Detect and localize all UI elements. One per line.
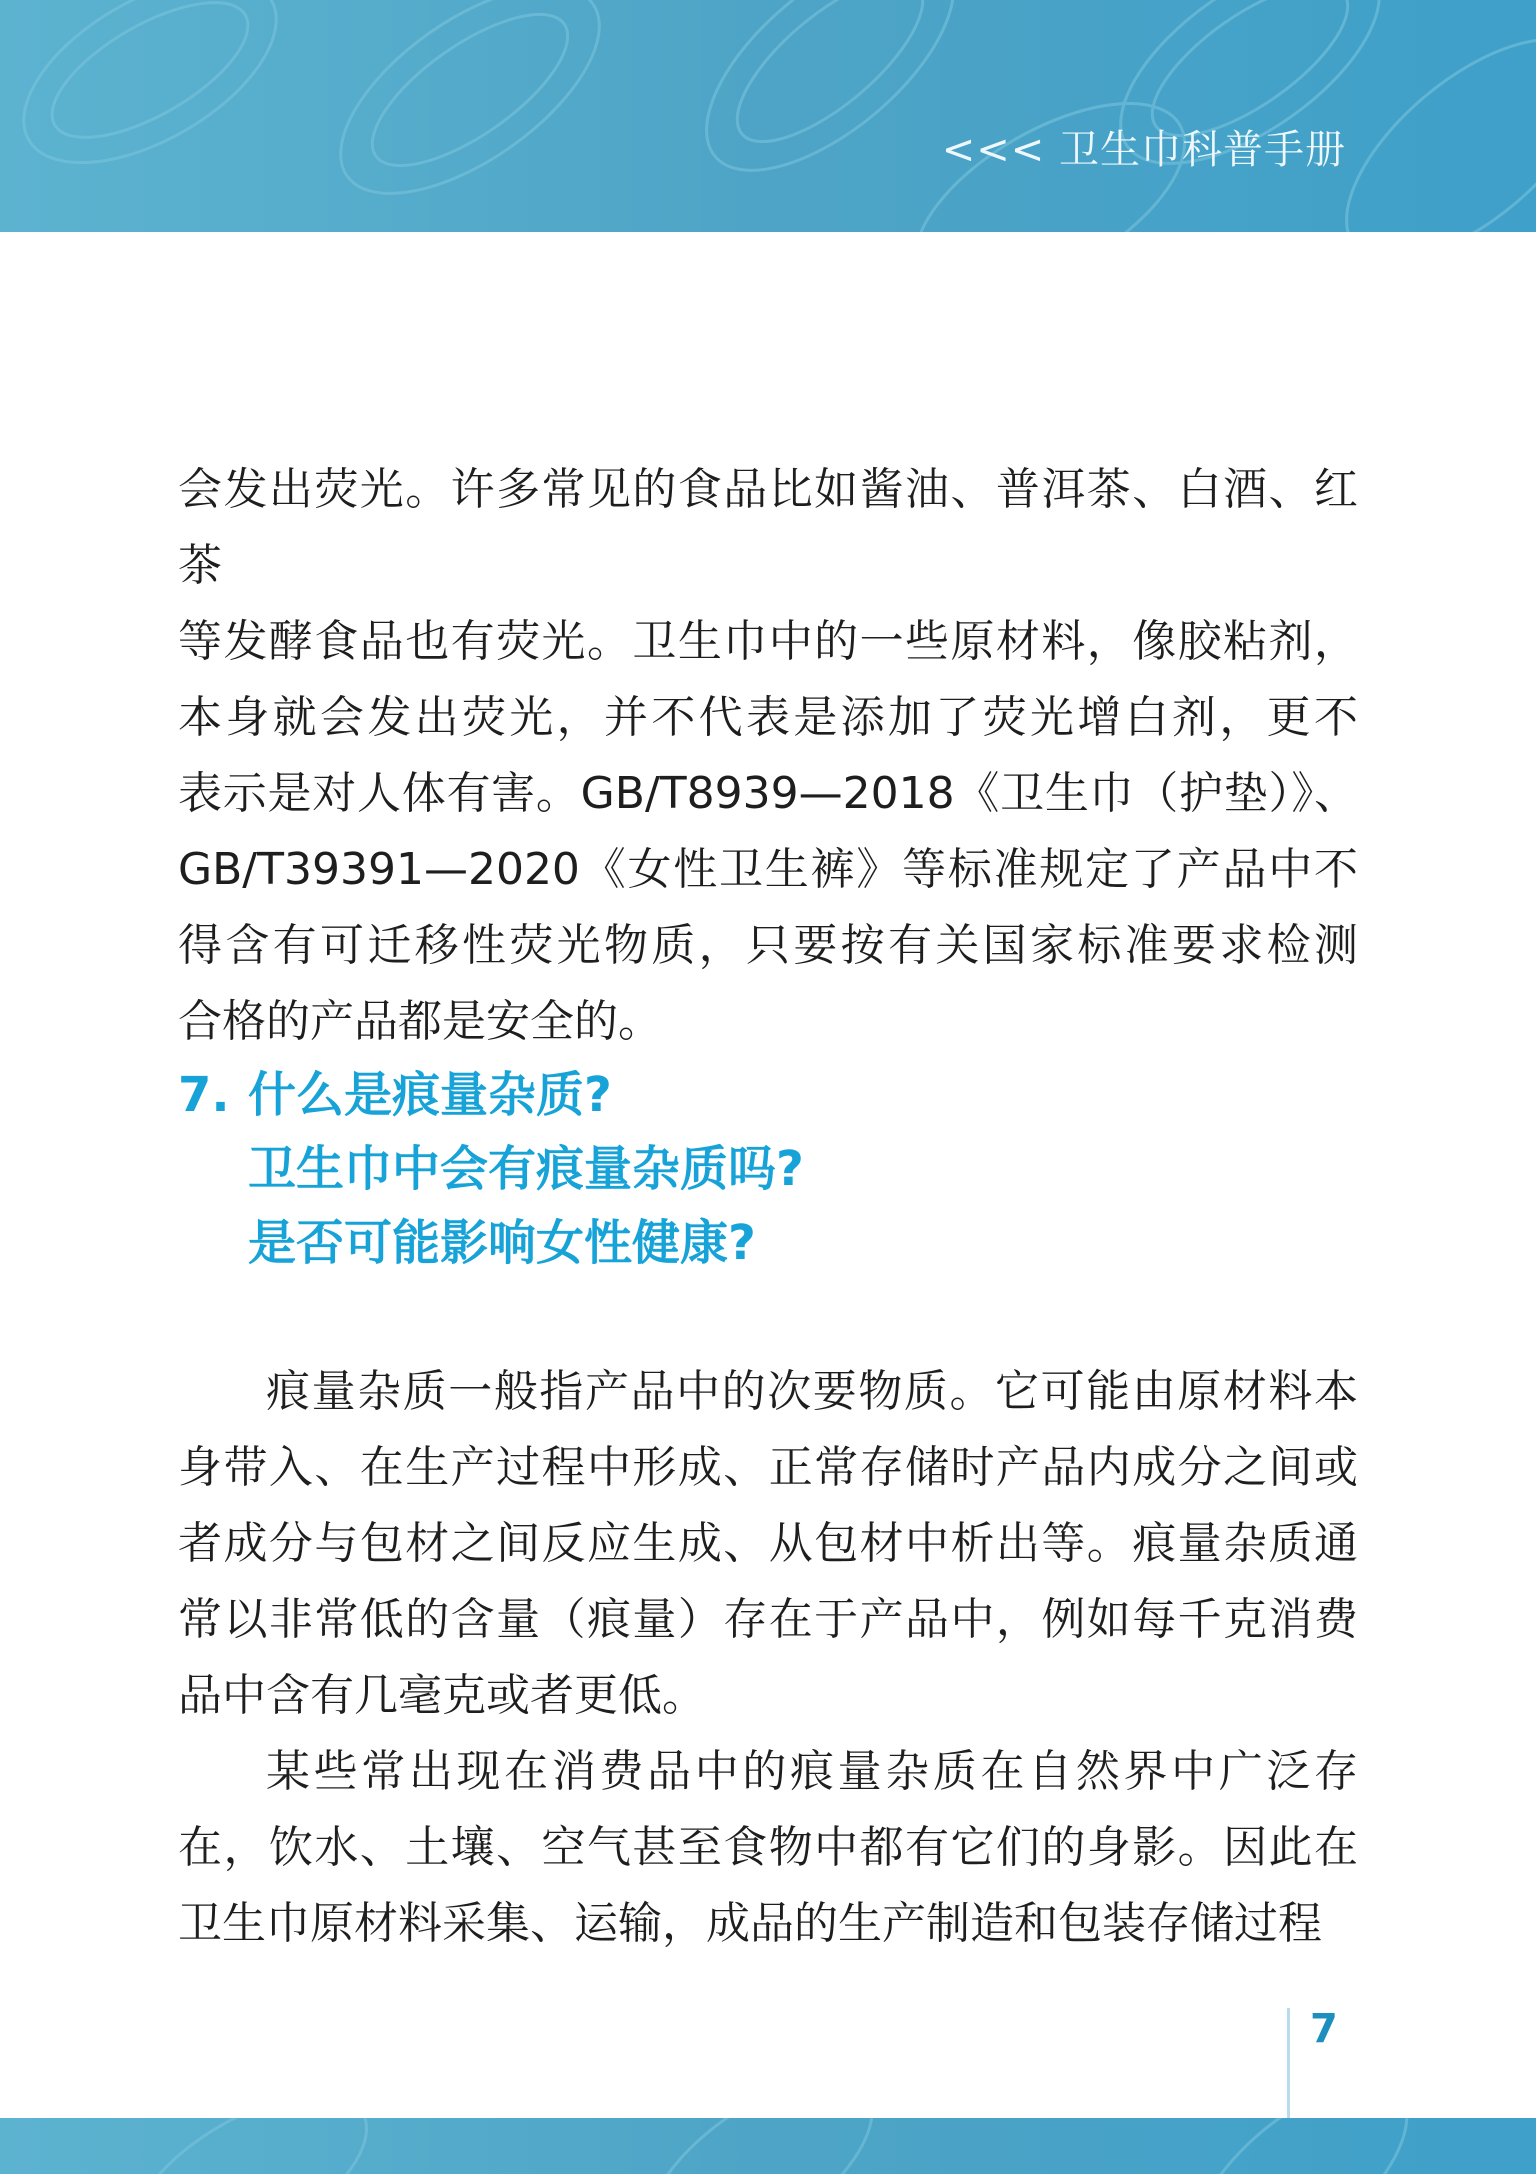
footer-band	[0, 2118, 1536, 2174]
handbook-title: <<< 卫生巾科普手册	[941, 127, 1346, 173]
paragraph-line: 会发出荧光。许多常见的食品比如酱油、普洱茶、白酒、红茶	[178, 464, 1358, 591]
sanitary-pad-pattern-icon	[0, 2118, 1536, 2174]
question-heading	[178, 1058, 1358, 1280]
paragraph-line: 本身就会发出荧光，并不代表是添加了荧光增白剂，更不	[178, 692, 1358, 743]
question-number: 7.	[178, 1067, 230, 1123]
question-line: 卫生巾中会有痕量杂质吗?	[248, 1141, 804, 1197]
question-line: 是否可能影响女性健康?	[248, 1215, 756, 1271]
paragraph-line: 表示是对人体有害。GB/T8939—2018《卫生巾（护垫）》、	[178, 768, 1358, 819]
paragraph-trace-impurity-sources: 某些常出现在消费品中的痕量杂质在自然界中广泛存在，饮水、土壤、空气甚至食物中都有它们的身影。因此在卫生巾原材料采集、运输，成品的生产制造和包装存储过程	[178, 1746, 1358, 1949]
paragraph-line: 合格的产品都是安全的。	[178, 996, 662, 1047]
answer-body	[178, 1354, 1358, 1962]
header-band	[0, 0, 1536, 232]
footer-divider	[1287, 2008, 1290, 2120]
paragraph-line: GB/T39391—2020《女性卫生裤》等标准规定了产品中不	[178, 844, 1358, 895]
paragraph-fluorescence	[178, 452, 1358, 1060]
page-number: 7	[1310, 2006, 1338, 2052]
paragraph-line: 等发酵食品也有荧光。卫生巾中的一些原材料，像胶粘剂，	[178, 616, 1358, 667]
question-line: 什么是痕量杂质?	[248, 1067, 612, 1123]
paragraph-line: 得含有可迁移性荧光物质，只要按有关国家标准要求检测	[178, 920, 1358, 971]
sanitary-pad-pattern-icon	[0, 0, 1536, 232]
paragraph-trace-impurity-definition: 痕量杂质一般指产品中的次要物质。它可能由原材料本身带入、在生产过程中形成、正常存储时产品内成分之间或者成分与包材之间反应生成、从包材中析出等。痕量杂质通常以非常低的含量（痕量）存在于产品中，例如每千克消费品中含有几毫克或者更低。	[178, 1366, 1358, 1721]
